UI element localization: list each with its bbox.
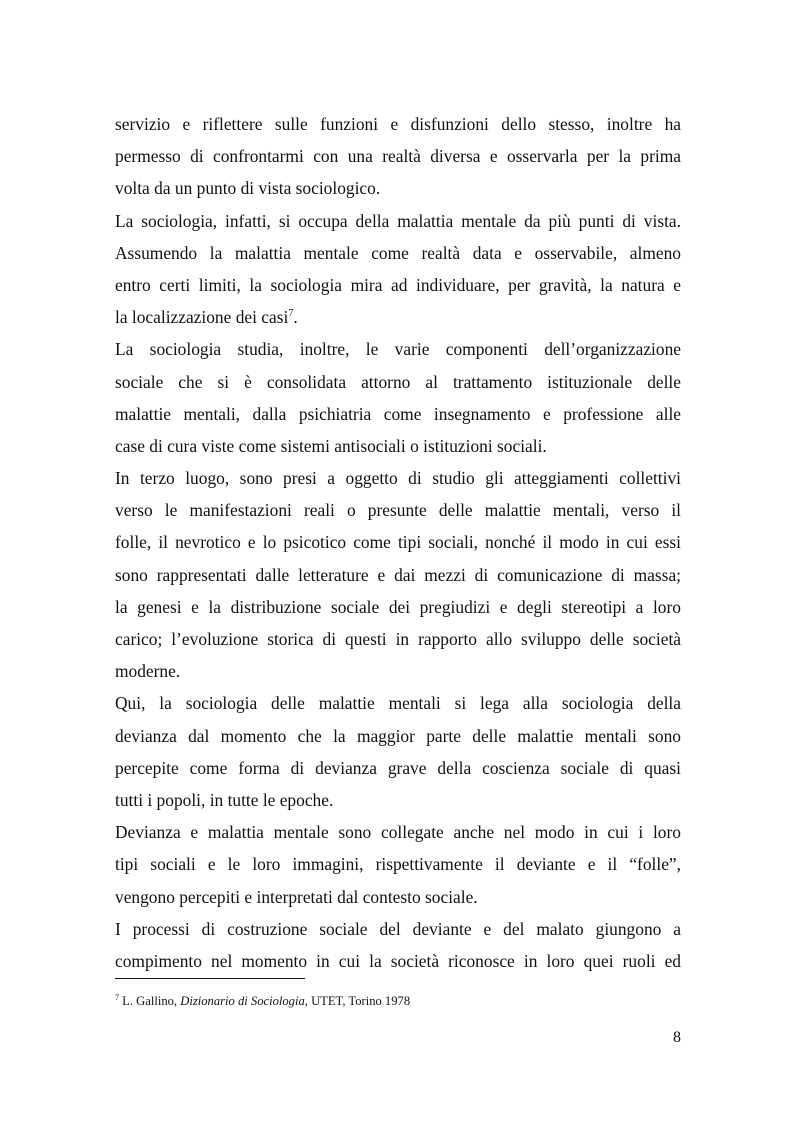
text-line: tipi sociali e le loro immagini, rispettivamente il deviante e il “folle”, [115, 854, 681, 875]
text-line: malattie mentali, dalla psichiatria come insegnamento e professione alle [115, 403, 681, 424]
body-text [115, 108, 681, 977]
page-number: 8 [673, 1029, 681, 1046]
footnote-marker: 7 [115, 993, 119, 1002]
text-line: devianza dal momento che la maggior parte delle malattie mentali sono [115, 725, 681, 746]
text-line: case di cura viste come sistemi antisociali o istituzioni sociali. [115, 435, 547, 456]
text-line: carico; l’evoluzione storica di questi in rapporto allo sviluppo delle società [115, 629, 681, 649]
text-line: percepite come forma di devianza grave della coscienza sociale di quasi [115, 757, 681, 778]
text-line: tutti i popoli, in tutte le epoche. [115, 789, 334, 810]
text-line: la genesi e la distribuzione sociale dei pregiudizi e degli stereotipi a loro [115, 596, 681, 617]
text-line: permesso di confrontarmi con una realtà diversa e osservarla per la prima [115, 146, 681, 167]
text-line: In terzo luogo, sono presi a oggetto di studio gli atteggiamenti collettivi [115, 468, 681, 489]
footnote [115, 993, 410, 1009]
text-line: Assumendo la malattia mentale come realtà data e osservabile, almeno [115, 242, 681, 263]
text-line: I processi di costruzione sociale del deviante e del malato giungono a [115, 918, 681, 939]
footnote-separator [115, 978, 305, 979]
text-line: verso le manifestazioni reali o presunte delle malattie mentali, verso il [115, 500, 681, 521]
footnote-title: Dizionario di Sociologia [180, 994, 305, 1008]
text-line: vengono percepiti e interpretati dal contesto sociale. [115, 886, 478, 907]
text-line: entro certi limiti, la sociologia mira ad individuare, per gravità, la natura e [115, 274, 681, 295]
text-line: moderne. [115, 661, 181, 682]
text-line: La sociologia, infatti, si occupa della malattia mentale da più punti di vista. [115, 210, 681, 231]
text-line-content: la localizzazione dei casi [115, 307, 289, 328]
text-line: sono rappresentati dalle letterature e dai mezzi di comunicazione di massa; [115, 564, 681, 585]
text-line: sociale che si è consolidata attorno al trattamento istituzionale delle [115, 371, 681, 392]
text-line: servizio e riflettere sulle funzioni e disfunzioni dello stesso, inoltre ha [115, 114, 681, 134]
text-line: folle, il nevrotico e lo psicotico come tipi sociali, nonché il modo in cui essi [115, 532, 681, 553]
footnote-publication: , UTET, Torino 1978 [304, 994, 411, 1008]
text-line: Devianza e malattia mentale sono collegate anche nel modo in cui i loro [115, 822, 681, 843]
text-line: La sociologia studia, inoltre, le varie componenti dell’organizzazione [115, 339, 681, 360]
text-line: Qui, la sociologia delle malattie mentali si lega alla sociologia della [115, 693, 681, 714]
text-line [115, 301, 681, 333]
text-line-punctuation: . [293, 307, 298, 328]
footnote-author: L. Gallino, [122, 994, 178, 1008]
text-line: compimento nel momento in cui la società riconosce in loro quei ruoli ed [115, 950, 681, 971]
footnote-reference[interactable]: 7 [288, 308, 294, 320]
text-line: volta da un punto di vista sociologico. [115, 178, 381, 199]
